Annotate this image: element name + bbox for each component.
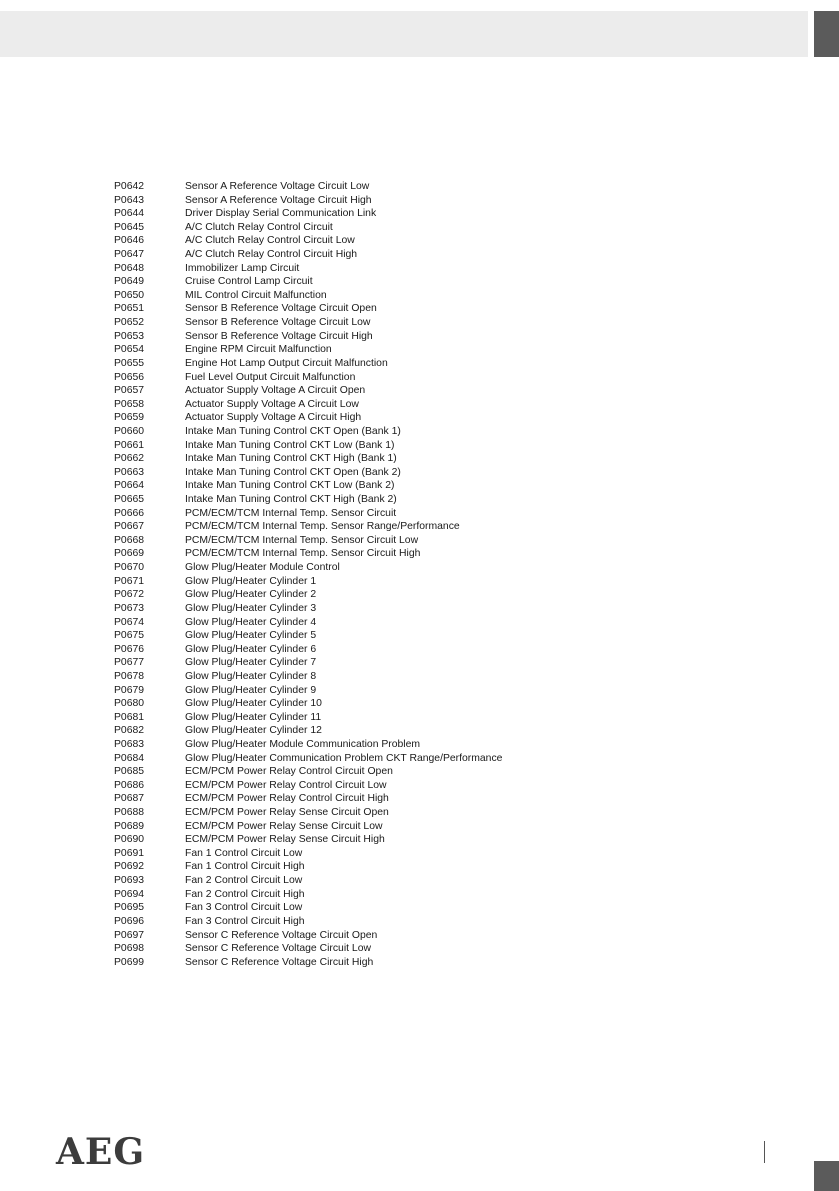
- dtc-description: Sensor B Reference Voltage Circuit Low: [185, 317, 371, 329]
- dtc-description: ECM/PCM Power Relay Control Circuit Open: [185, 766, 393, 778]
- dtc-code: P0666: [114, 507, 145, 519]
- dtc-description: Glow Plug/Heater Cylinder 10: [185, 698, 322, 710]
- dtc-description: Glow Plug/Heater Cylinder 12: [185, 725, 322, 737]
- dtc-description: Immobilizer Lamp Circuit: [185, 262, 300, 274]
- dtc-code-list: [114, 180, 714, 969]
- dtc-row: [114, 248, 714, 262]
- dtc-description: Glow Plug/Heater Cylinder 6: [185, 643, 317, 655]
- dtc-code: P0648: [114, 262, 145, 274]
- dtc-description: Fan 1 Control Circuit Low: [185, 847, 303, 859]
- dtc-description: Sensor A Reference Voltage Circuit High: [185, 194, 372, 206]
- dtc-code: P0697: [114, 929, 145, 941]
- dtc-code: P0647: [114, 249, 145, 261]
- dtc-row: [114, 507, 714, 521]
- dtc-code: P0676: [114, 643, 145, 655]
- dtc-row: [114, 915, 714, 929]
- dtc-description: Glow Plug/Heater Module Control: [185, 562, 340, 574]
- dtc-row: [114, 194, 714, 208]
- dtc-row: [114, 874, 714, 888]
- dtc-code: P0673: [114, 602, 145, 614]
- dtc-row: [114, 234, 714, 248]
- dtc-description: PCM/ECM/TCM Internal Temp. Sensor Circuit High: [185, 548, 421, 560]
- dtc-row: [114, 806, 714, 820]
- page-edge-tab-top: [814, 11, 839, 57]
- dtc-description: Intake Man Tuning Control CKT High (Bank 2): [185, 494, 397, 506]
- dtc-code: P0671: [114, 575, 145, 587]
- dtc-code: P0686: [114, 779, 145, 791]
- dtc-row: [114, 929, 714, 943]
- dtc-code: P0660: [114, 425, 145, 437]
- dtc-description: Sensor B Reference Voltage Circuit Open: [185, 303, 377, 315]
- dtc-row: [114, 343, 714, 357]
- dtc-code: P0659: [114, 412, 145, 424]
- dtc-row: [114, 371, 714, 385]
- dtc-code: P0658: [114, 398, 145, 410]
- dtc-code: P0691: [114, 847, 145, 859]
- dtc-description: Glow Plug/Heater Cylinder 1: [185, 575, 317, 587]
- dtc-description: Glow Plug/Heater Module Communication Problem: [185, 738, 421, 750]
- dtc-code: P0643: [114, 194, 145, 206]
- dtc-code: P0662: [114, 453, 145, 465]
- dtc-row: [114, 602, 714, 616]
- dtc-description: Glow Plug/Heater Cylinder 3: [185, 602, 317, 614]
- dtc-code: P0667: [114, 521, 145, 533]
- dtc-code: P0687: [114, 793, 145, 805]
- dtc-description: Intake Man Tuning Control CKT Open (Bank 1): [185, 425, 401, 437]
- dtc-code: P0699: [114, 956, 145, 968]
- dtc-code: P0661: [114, 439, 145, 451]
- dtc-code: P0674: [114, 616, 145, 628]
- dtc-code: P0675: [114, 630, 145, 642]
- dtc-code: P0654: [114, 344, 145, 356]
- dtc-code: P0685: [114, 766, 145, 778]
- dtc-description: Glow Plug/Heater Cylinder 11: [185, 711, 322, 723]
- dtc-code: P0692: [114, 861, 145, 873]
- dtc-code: P0684: [114, 752, 145, 764]
- dtc-row: [114, 398, 714, 412]
- dtc-code: P0680: [114, 698, 145, 710]
- dtc-row: [114, 833, 714, 847]
- page-edge-tab-bottom: [814, 1161, 839, 1191]
- dtc-code: P0681: [114, 711, 145, 723]
- dtc-description: A/C Clutch Relay Control Circuit Low: [185, 235, 355, 247]
- dtc-description: Glow Plug/Heater Cylinder 2: [185, 589, 317, 601]
- dtc-row: [114, 901, 714, 915]
- dtc-description: PCM/ECM/TCM Internal Temp. Sensor Circuit: [185, 507, 397, 519]
- dtc-description: Cruise Control Lamp Circuit: [185, 276, 313, 288]
- dtc-description: Glow Plug/Heater Cylinder 8: [185, 670, 317, 682]
- dtc-row: [114, 656, 714, 670]
- dtc-code: P0642: [114, 181, 145, 192]
- dtc-row: [114, 289, 714, 303]
- dtc-row: [114, 384, 714, 398]
- dtc-row: [114, 643, 714, 657]
- dtc-code: P0655: [114, 357, 145, 369]
- dtc-row: [114, 588, 714, 602]
- dtc-row: [114, 439, 714, 453]
- dtc-row: [114, 180, 714, 194]
- dtc-code: P0644: [114, 208, 145, 220]
- dtc-description: Fan 2 Control Circuit Low: [185, 875, 303, 887]
- dtc-code: P0657: [114, 385, 145, 397]
- dtc-code: P0649: [114, 276, 145, 288]
- dtc-code: P0646: [114, 235, 145, 247]
- footer-divider: [764, 1141, 765, 1163]
- dtc-row: [114, 221, 714, 235]
- dtc-row: [114, 752, 714, 766]
- dtc-row: [114, 302, 714, 316]
- dtc-description: Intake Man Tuning Control CKT Open (Bank 2): [185, 466, 401, 478]
- dtc-row: [114, 724, 714, 738]
- dtc-row: [114, 684, 714, 698]
- dtc-row: [114, 697, 714, 711]
- dtc-description: Sensor B Reference Voltage Circuit High: [185, 330, 373, 342]
- dtc-description: Sensor C Reference Voltage Circuit High: [185, 956, 374, 968]
- dtc-code: P0664: [114, 480, 145, 492]
- dtc-code: P0651: [114, 303, 145, 315]
- dtc-row: [114, 262, 714, 276]
- dtc-row: [114, 738, 714, 752]
- dtc-code: P0694: [114, 888, 145, 900]
- dtc-row: [114, 956, 714, 970]
- dtc-row: [114, 493, 714, 507]
- dtc-row: [114, 711, 714, 725]
- dtc-description: Intake Man Tuning Control CKT High (Bank 1): [185, 453, 397, 465]
- dtc-code: P0670: [114, 562, 145, 574]
- dtc-row: [114, 779, 714, 793]
- dtc-row: [114, 670, 714, 684]
- dtc-description: Driver Display Serial Communication Link: [185, 208, 377, 220]
- dtc-code: P0677: [114, 657, 145, 669]
- dtc-row: [114, 847, 714, 861]
- dtc-row: [114, 452, 714, 466]
- dtc-description: Glow Plug/Heater Cylinder 9: [185, 684, 317, 696]
- dtc-description: Fan 2 Control Circuit High: [185, 888, 305, 900]
- dtc-code: P0678: [114, 670, 145, 682]
- dtc-code: P0653: [114, 330, 145, 342]
- dtc-row: [114, 479, 714, 493]
- header-band: [0, 11, 808, 57]
- dtc-description: Fan 1 Control Circuit High: [185, 861, 305, 873]
- dtc-code: P0650: [114, 289, 145, 301]
- dtc-description: A/C Clutch Relay Control Circuit: [185, 221, 333, 233]
- dtc-row: [114, 330, 714, 344]
- dtc-description: Sensor A Reference Voltage Circuit Low: [185, 181, 370, 192]
- dtc-row: [114, 616, 714, 630]
- dtc-description: MIL Control Circuit Malfunction: [185, 289, 327, 301]
- dtc-description: Actuator Supply Voltage A Circuit High: [185, 412, 362, 424]
- dtc-code: P0698: [114, 943, 145, 955]
- dtc-row: [114, 466, 714, 480]
- dtc-description: PCM/ECM/TCM Internal Temp. Sensor Circuit Low: [185, 534, 419, 546]
- dtc-description: Fan 3 Control Circuit High: [185, 915, 305, 927]
- dtc-row: [114, 425, 714, 439]
- dtc-row: [114, 207, 714, 221]
- dtc-row: [114, 411, 714, 425]
- dtc-description: Glow Plug/Heater Communication Problem CKT Range/Performance: [185, 752, 503, 764]
- dtc-code: P0693: [114, 875, 145, 887]
- dtc-row: [114, 316, 714, 330]
- dtc-code: P0690: [114, 834, 145, 846]
- dtc-row: [114, 275, 714, 289]
- dtc-description: Glow Plug/Heater Cylinder 7: [185, 657, 317, 669]
- dtc-description: ECM/PCM Power Relay Sense Circuit Low: [185, 820, 383, 832]
- dtc-code: P0688: [114, 807, 145, 819]
- dtc-code: P0645: [114, 221, 145, 233]
- dtc-row: [114, 820, 714, 834]
- dtc-description: ECM/PCM Power Relay Sense Circuit Open: [185, 807, 389, 819]
- dtc-description: PCM/ECM/TCM Internal Temp. Sensor Range/Performance: [185, 521, 460, 533]
- dtc-row: [114, 357, 714, 371]
- dtc-description: Fan 3 Control Circuit Low: [185, 902, 303, 914]
- dtc-row: [114, 547, 714, 561]
- dtc-description: Actuator Supply Voltage A Circuit Low: [185, 398, 359, 410]
- dtc-code: P0683: [114, 738, 145, 750]
- dtc-row: [114, 575, 714, 589]
- dtc-row: [114, 792, 714, 806]
- dtc-code: P0695: [114, 902, 145, 914]
- dtc-code: P0663: [114, 466, 145, 478]
- dtc-description: Sensor C Reference Voltage Circuit Low: [185, 943, 371, 955]
- aeg-logo: AEG: [56, 1131, 146, 1173]
- dtc-description: ECM/PCM Power Relay Control Circuit High: [185, 793, 389, 805]
- dtc-row: [114, 888, 714, 902]
- dtc-row: [114, 561, 714, 575]
- dtc-row: [114, 860, 714, 874]
- dtc-code: P0696: [114, 915, 145, 927]
- dtc-code: P0669: [114, 548, 145, 560]
- dtc-description: A/C Clutch Relay Control Circuit High: [185, 249, 358, 261]
- dtc-description: Sensor C Reference Voltage Circuit Open: [185, 929, 378, 941]
- dtc-description: Intake Man Tuning Control CKT Low (Bank 1): [185, 439, 395, 451]
- dtc-description: Actuator Supply Voltage A Circuit Open: [185, 385, 366, 397]
- dtc-description: Glow Plug/Heater Cylinder 4: [185, 616, 317, 628]
- dtc-code: P0656: [114, 371, 145, 383]
- dtc-description: Engine Hot Lamp Output Circuit Malfunction: [185, 357, 388, 369]
- dtc-code: P0679: [114, 684, 145, 696]
- dtc-row: [114, 629, 714, 643]
- dtc-code: P0652: [114, 317, 145, 329]
- dtc-row: [114, 765, 714, 779]
- dtc-code: P0668: [114, 534, 145, 546]
- dtc-code: P0672: [114, 589, 145, 601]
- dtc-code: P0689: [114, 820, 145, 832]
- dtc-description: ECM/PCM Power Relay Control Circuit Low: [185, 779, 387, 791]
- dtc-description: ECM/PCM Power Relay Sense Circuit High: [185, 834, 385, 846]
- dtc-code: P0665: [114, 494, 145, 506]
- dtc-description: Engine RPM Circuit Malfunction: [185, 344, 332, 356]
- dtc-description: Fuel Level Output Circuit Malfunction: [185, 371, 356, 383]
- dtc-description: Intake Man Tuning Control CKT Low (Bank 2): [185, 480, 395, 492]
- dtc-row: [114, 534, 714, 548]
- dtc-row: [114, 520, 714, 534]
- dtc-row: [114, 942, 714, 956]
- dtc-code: P0682: [114, 725, 145, 737]
- dtc-description: Glow Plug/Heater Cylinder 5: [185, 630, 317, 642]
